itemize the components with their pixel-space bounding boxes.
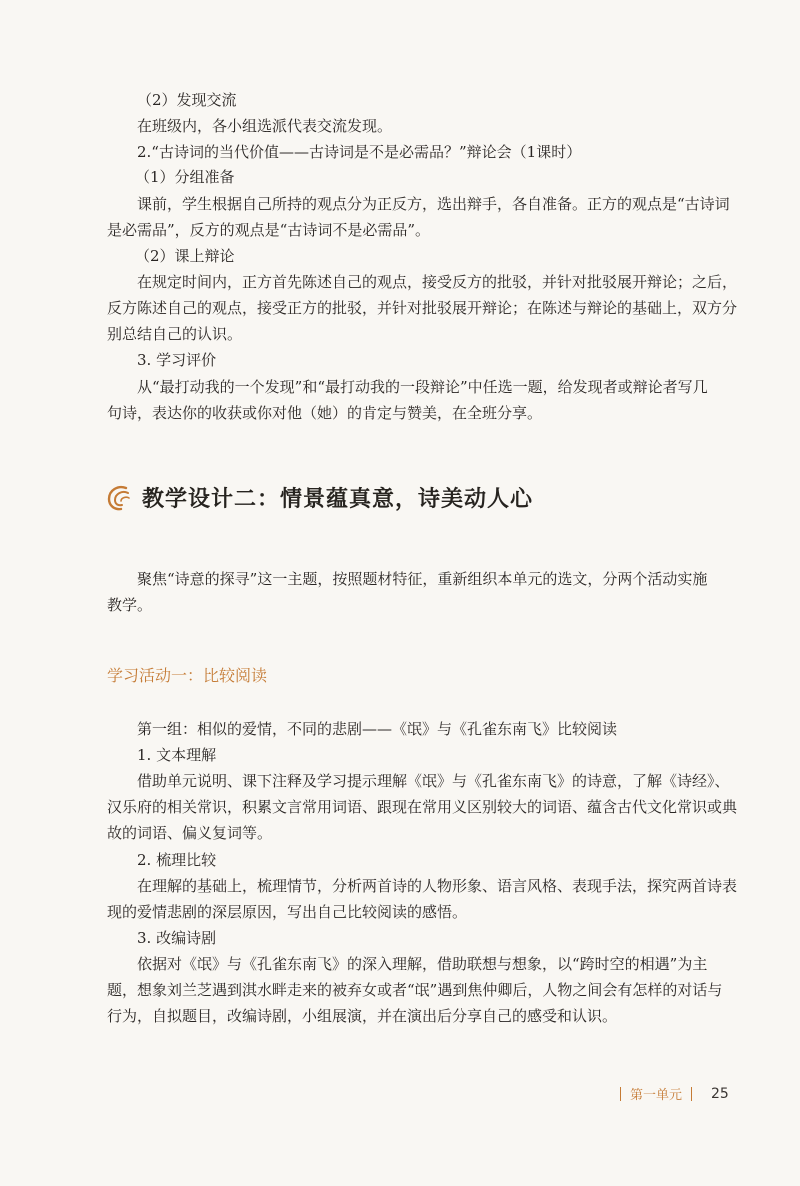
footer-divider — [620, 1087, 621, 1101]
footer-divider — [691, 1087, 692, 1101]
paragraph-line: 借助单元说明、课下注释及学习提示理解《氓》与《孔雀东南飞》的诗意，了解《诗经》、 — [137, 772, 730, 790]
section-heading: 1. 文本理解 — [137, 746, 217, 764]
paragraph-line: 别总结自己的认识。 — [107, 325, 243, 343]
section-heading: 3. 改编诗剧 — [137, 929, 217, 947]
paragraph-line: 题，想象刘兰芝遇到淇水畔走来的被弃女或者“氓”遇到焦仲卿后，人物之间会有怎样的对话与 — [107, 981, 723, 999]
teaching-design-heading — [105, 482, 533, 513]
paragraph-line: 汉乐府的相关常识，积累文言常用词语、跟现在常用义区别较大的词语、蕴含古代文化常识或典 — [107, 798, 738, 816]
swirl-logo-icon — [105, 484, 133, 512]
paragraph-line: 行为，自拟题目，改编诗剧，小组展演，并在演出后分享自己的感受和认识。 — [107, 1007, 618, 1025]
intro-line: 聚焦“诗意的探寻”这一主题，按照题材特征，重新组织本单元的选文，分两个活动实施 — [137, 570, 708, 588]
section-heading: 2. 梳理比较 — [137, 851, 217, 869]
subsection-heading: （1）分组准备 — [135, 168, 235, 186]
page-number: 25 — [711, 1085, 729, 1102]
paragraph-line: 反方陈述自己的观点，接受正方的批驳，并针对批驳展开辩论；在陈述与辩论的基础上，双方分 — [107, 299, 738, 317]
paragraph-line: 从“最打动我的一个发现”和“最打动我的一段辩论”中任选一题，给发现者或辩论者写几 — [137, 378, 708, 396]
page-footer — [620, 1084, 729, 1103]
paragraph-line: 课前，学生根据自己所持的观点分为正反方，选出辩手，各自准备。正方的观点是“古诗词 — [137, 195, 730, 213]
paragraph-line: 在理解的基础上，梳理情节，分析两首诗的人物形象、语言风格、表现手法，探究两首诗表 — [137, 877, 738, 895]
unit-label: 第一单元 — [630, 1088, 683, 1103]
subsection-heading: （2）课上辩论 — [135, 247, 235, 265]
paragraph-line: 故的词语、偏义复词等。 — [107, 824, 273, 842]
section-heading: 3. 学习评价 — [137, 351, 217, 369]
paragraph-line: 依据对《氓》与《孔雀东南飞》的深入理解，借助联想与想象，以“跨时空的相遇”为主 — [137, 955, 708, 973]
paragraph-line: 是必需品”，反方的观点是“古诗词不是必需品”。 — [107, 221, 431, 239]
activity-heading: 学习活动一：比较阅读 — [107, 666, 268, 685]
section-heading: 2.“古诗词的当代价值——古诗词是不是必需品？”辩论会（1课时） — [137, 143, 582, 161]
paragraph-line: 句诗，表达你的收获或你对他（她）的肯定与赞美，在全班分享。 — [107, 404, 543, 422]
teaching-design-title: 教学设计二：情景蕴真意，诗美动人心 — [142, 487, 534, 512]
paragraph-line: 在规定时间内，正方首先陈述自己的观点，接受反方的批驳，并针对批驳展开辩论；之后， — [137, 273, 738, 291]
intro-line: 教学。 — [107, 596, 153, 614]
paragraph-line: 在班级内，各小组选派代表交流发现。 — [137, 117, 393, 135]
paragraph-line: 现的爱情悲剧的深层原因，写出自己比较阅读的感悟。 — [107, 903, 468, 921]
group-title: 第一组：相似的爱情，不同的悲剧——《氓》与《孔雀东南飞》比较阅读 — [137, 720, 618, 738]
subsection-heading: （2）发现交流 — [137, 91, 237, 109]
